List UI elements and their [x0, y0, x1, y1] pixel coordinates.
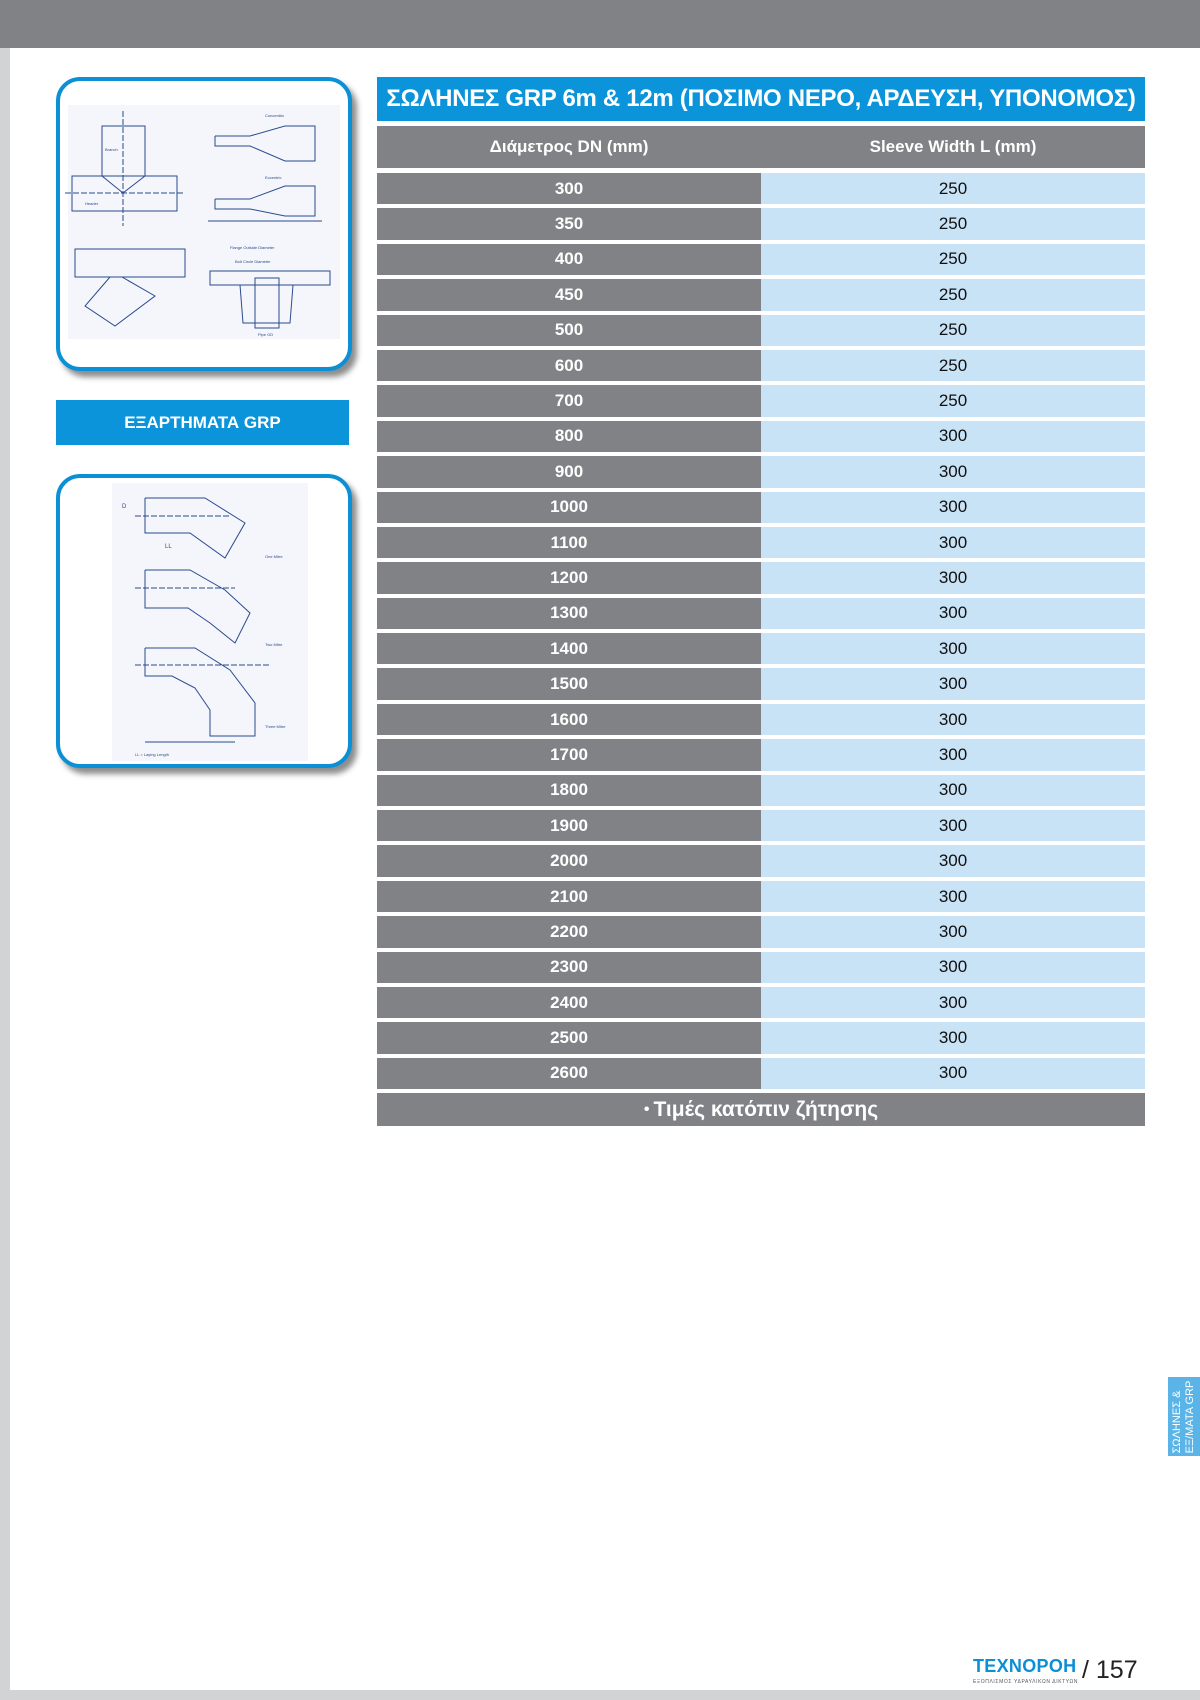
cell-diameter: 1800 — [377, 775, 761, 806]
fittings-technical-drawing — [60, 81, 348, 367]
cell-diameter: 1600 — [377, 704, 761, 735]
top-header-bar — [0, 0, 1200, 48]
sleeve-width-table — [377, 77, 1145, 1126]
elbows-technical-drawing — [60, 478, 348, 764]
elbows-drawing-image — [56, 474, 352, 768]
cell-sleeve-width: 250 — [761, 208, 1145, 239]
table-row — [377, 845, 1145, 876]
table-footer-note — [377, 1093, 1145, 1126]
column-header-sleeve-width: Sleeve Width L (mm) — [869, 137, 1037, 156]
cell-sleeve-width: 300 — [761, 704, 1145, 735]
cell-sleeve-width: 300 — [761, 845, 1145, 876]
table-row — [377, 775, 1145, 806]
cell-diameter: 700 — [377, 385, 761, 416]
drawing-label-three-mitre: Three Mitre — [265, 724, 286, 729]
table-row — [377, 315, 1145, 346]
cell-sleeve-width: 300 — [761, 633, 1145, 664]
left-margin-strip — [0, 48, 10, 1700]
drawing-label-ll: LL — [165, 544, 172, 550]
drawing-label-concentric: Concentric — [265, 113, 285, 118]
cell-diameter: 1300 — [377, 598, 761, 629]
column-header-diameter: Διάμετρος DN (mm) — [489, 137, 649, 156]
brand-tagline: ΕΞΟΠΛΙΣΜΟΣ ΥΔΡΑΥΛΙΚΩΝ ΔΙΚΤΥΩΝ — [973, 1679, 1079, 1685]
table-row — [377, 881, 1145, 912]
table-row — [377, 987, 1145, 1018]
table-body — [377, 173, 1145, 1089]
cell-diameter: 2400 — [377, 987, 761, 1018]
cell-diameter: 1200 — [377, 562, 761, 593]
table-row — [377, 350, 1145, 381]
table-row — [377, 633, 1145, 664]
side-tab-text — [1171, 1380, 1197, 1453]
table-row — [377, 952, 1145, 983]
cell-sleeve-width: 300 — [761, 952, 1145, 983]
bullet-icon: • — [643, 1100, 650, 1118]
table-row — [377, 385, 1145, 416]
table-row — [377, 456, 1145, 487]
cell-sleeve-width: 300 — [761, 1022, 1145, 1053]
cell-diameter: 1500 — [377, 668, 761, 699]
table-header-row — [377, 126, 1145, 168]
cell-sleeve-width: 300 — [761, 421, 1145, 452]
cell-sleeve-width: 300 — [761, 916, 1145, 947]
cell-diameter: 300 — [377, 173, 761, 204]
drawing-label-laying-length: LL = Laying Length — [135, 752, 169, 757]
price-on-request-text: Τιμές κατόπιν ζήτησης — [653, 1097, 879, 1121]
cell-diameter: 1400 — [377, 633, 761, 664]
cell-sleeve-width: 250 — [761, 315, 1145, 346]
brand-name: ΤΕΧΝΟΡΟΗ — [973, 1656, 1077, 1676]
cell-sleeve-width: 300 — [761, 1058, 1145, 1089]
cell-diameter: 600 — [377, 350, 761, 381]
cell-diameter: 450 — [377, 279, 761, 310]
cell-diameter: 1000 — [377, 492, 761, 523]
table-row — [377, 1022, 1145, 1053]
cell-diameter: 350 — [377, 208, 761, 239]
table-title: ΣΩΛΗΝΕΣ GRP 6m & 12m (ΠΟΣΙΜΟ ΝΕΡΟ, ΑΡΔΕΥΣΗ, ΥΠΟΝΟΜΟΣ) — [377, 77, 1145, 121]
cell-sleeve-width: 300 — [761, 881, 1145, 912]
cell-diameter: 2200 — [377, 916, 761, 947]
cell-sleeve-width: 300 — [761, 527, 1145, 558]
table-row — [377, 492, 1145, 523]
table-row — [377, 598, 1145, 629]
cell-diameter: 400 — [377, 244, 761, 275]
table-row — [377, 562, 1145, 593]
table-row — [377, 527, 1145, 558]
cell-sleeve-width: 300 — [761, 987, 1145, 1018]
drawing-label-eccentric: Eccentric — [265, 175, 282, 180]
cell-sleeve-width: 300 — [761, 598, 1145, 629]
table-row — [377, 1058, 1145, 1089]
cell-sleeve-width: 300 — [761, 668, 1145, 699]
table-row — [377, 916, 1145, 947]
cell-diameter: 2500 — [377, 1022, 761, 1053]
drawing-label-branch: Branch — [105, 147, 118, 152]
cell-diameter: 1100 — [377, 527, 761, 558]
drawing-label-two-mitre: Two Mitre — [265, 642, 283, 647]
side-tab-line-2: ΕΞ/ΜΑΤΑ GRP — [1184, 1380, 1196, 1453]
drawing-label-pipe-od: Pipe OD — [258, 332, 274, 337]
chapter-side-tab[interactable] — [1168, 1377, 1200, 1456]
table-row — [377, 421, 1145, 452]
drawing-label-header: Header — [85, 201, 99, 206]
cell-diameter: 900 — [377, 456, 761, 487]
table-row — [377, 810, 1145, 841]
cell-diameter: 800 — [377, 421, 761, 452]
cell-sleeve-width: 300 — [761, 810, 1145, 841]
table-row — [377, 244, 1145, 275]
cell-diameter: 2300 — [377, 952, 761, 983]
bottom-margin-strip — [0, 1690, 1200, 1700]
cell-diameter: 2000 — [377, 845, 761, 876]
drawing-label-flange-od: Flange Outside Diameter — [230, 245, 275, 250]
cell-diameter: 2600 — [377, 1058, 761, 1089]
cell-sleeve-width: 300 — [761, 456, 1145, 487]
table-row — [377, 279, 1145, 310]
cell-sleeve-width: 250 — [761, 244, 1145, 275]
drawing-label-one-mitre: One Mitre — [265, 554, 283, 559]
table-row — [377, 704, 1145, 735]
cell-sleeve-width: 300 — [761, 775, 1145, 806]
cell-sleeve-width: 250 — [761, 279, 1145, 310]
drawing-label-d: D — [122, 504, 127, 510]
cell-diameter: 2100 — [377, 881, 761, 912]
drawing-label-bolt-circle: Bolt Circle Diameter — [235, 259, 271, 264]
cell-sleeve-width: 300 — [761, 739, 1145, 770]
cell-diameter: 1900 — [377, 810, 761, 841]
fittings-drawing-image — [56, 77, 352, 371]
cell-diameter: 500 — [377, 315, 761, 346]
cell-sleeve-width: 250 — [761, 173, 1145, 204]
cell-sleeve-width: 250 — [761, 385, 1145, 416]
page-number: / 157 — [1082, 1656, 1138, 1684]
side-tab-line-1: ΣΩΛΗΝΕΣ & — [1171, 1390, 1183, 1453]
cell-sleeve-width: 250 — [761, 350, 1145, 381]
table-row — [377, 739, 1145, 770]
cell-sleeve-width: 300 — [761, 562, 1145, 593]
table-row — [377, 173, 1145, 204]
table-row — [377, 208, 1145, 239]
cell-diameter: 1700 — [377, 739, 761, 770]
cell-sleeve-width: 300 — [761, 492, 1145, 523]
fittings-section-label: ΕΞΑΡΤΗΜΑΤΑ GRP — [56, 400, 349, 445]
table-row — [377, 668, 1145, 699]
